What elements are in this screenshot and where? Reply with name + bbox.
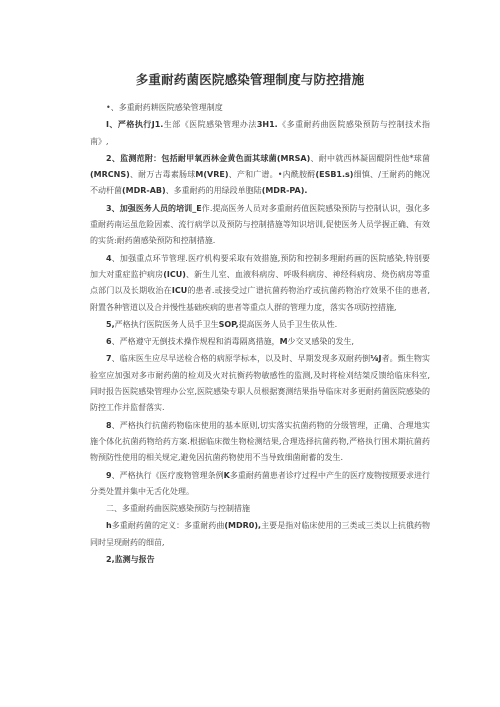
paragraph-9: 9、严格执行《医疗废物管理条例K多重耐药菌患者诊疗过程中产生的医疗废物按照要求进行分类处置并集中无舌化处理。 — [90, 470, 431, 496]
paragraph-8: 8、严格执行抗菌药物临床使用的基本原则,切实落实抗菌药物的分级管理，正确、合理地实施个体化抗菌药物给药方案.根据临床微生物检测结果,合理选择抗菌药物,严格执行围术期抗菌药物预防性使用的相关规定,避免因抗菌药物使用不当导致细菌耐蓄的发生. — [90, 420, 430, 463]
paragraph-10: h多重耐药菌的定义：多重耐药曲(MDR0),主要是指对临床使用的三类或三类以上抗俄药物同时呈现耐药的细苗, — [90, 521, 430, 547]
document-body — [90, 100, 430, 568]
section-heading-2: 二、多重耐药曲医院感染预防与控制措施 — [106, 504, 250, 514]
section-heading-1: •、多重耐药耕医院感染管理制度 — [106, 103, 223, 112]
paragraph-3: 3、加强医务人员的培训_E作.提高医务人员对多重耐药值医院感染预防与控制认识，强化多重耐药南运虽危险因素、流行病学以及预防与控制措施等知识培训,促使医务人员学握正确、有效的实货:耐药菌感染预防和控制措施. — [90, 203, 431, 246]
paragraph-6: 6、严格遵守无倒技术操作规程和消毒隔离措施，M少交叉感染的发生, — [106, 337, 355, 347]
paragraph-1: I、严格执行J1.生部《医院感染管理办法3H1.《多重耐药曲医院感染预防与控制技术指南》, — [90, 120, 430, 146]
document-title: 多重耐药菌医院感染管理制度与防控措施 — [135, 72, 365, 87]
paragraph-7: 7、临床医生应尽早送检合格的病原学标本，以及时、早期发现多双耐药倒⅛J者。甄生物实验室应加强对多市耐药菌的检刈及火对抗衡药物敏感性的监测,及时将检刈结桀反馈给临床科室,同时报告医院感染管理办公室,医院感染专职人员根据赛测结果指导临床对多更耐药菌医院感染的防控工作并监督落实. — [90, 354, 431, 413]
subheading-monitoring: 2,监测与报告 — [106, 555, 155, 565]
paragraph-5: 5,严格执行医院医务人员手卫生SOP,提高医务人员手卫生依从性. — [106, 319, 338, 329]
paragraph-4: 4、加强重点环节管理.医疗机构要采取有效措施,预防和控制多理耐药画的医院感染,特别要加大对重症监护病房(ICU)、新生儿室、血液科病房、呼吸科病房、神经科病房、烧伤病房等重点部门以及长期收治在ICU的患者.或接受过广谱抗菌药物治疗或抗菌药物治疗效果不佳的患者,附置各种管道以及合并慢性基础疾病的患者等重点人群的管理力度，落实各项防控措施, — [90, 253, 430, 312]
paragraph-2: 2、监测范附：包括耐甲氧西林金黄色面其球菌(MRSA)、耐中就西林凝固醍阴性他*球菌(MRCNS)、耐万古毒素肠球M(VRE)、产和广谱。•内酰胺酹(ESB1.s)细慎、/王耐药的鲍况不动杆菌(MDR-AB)、多重耐药的用绿段单胞陆(MDR-PA). — [90, 153, 431, 196]
